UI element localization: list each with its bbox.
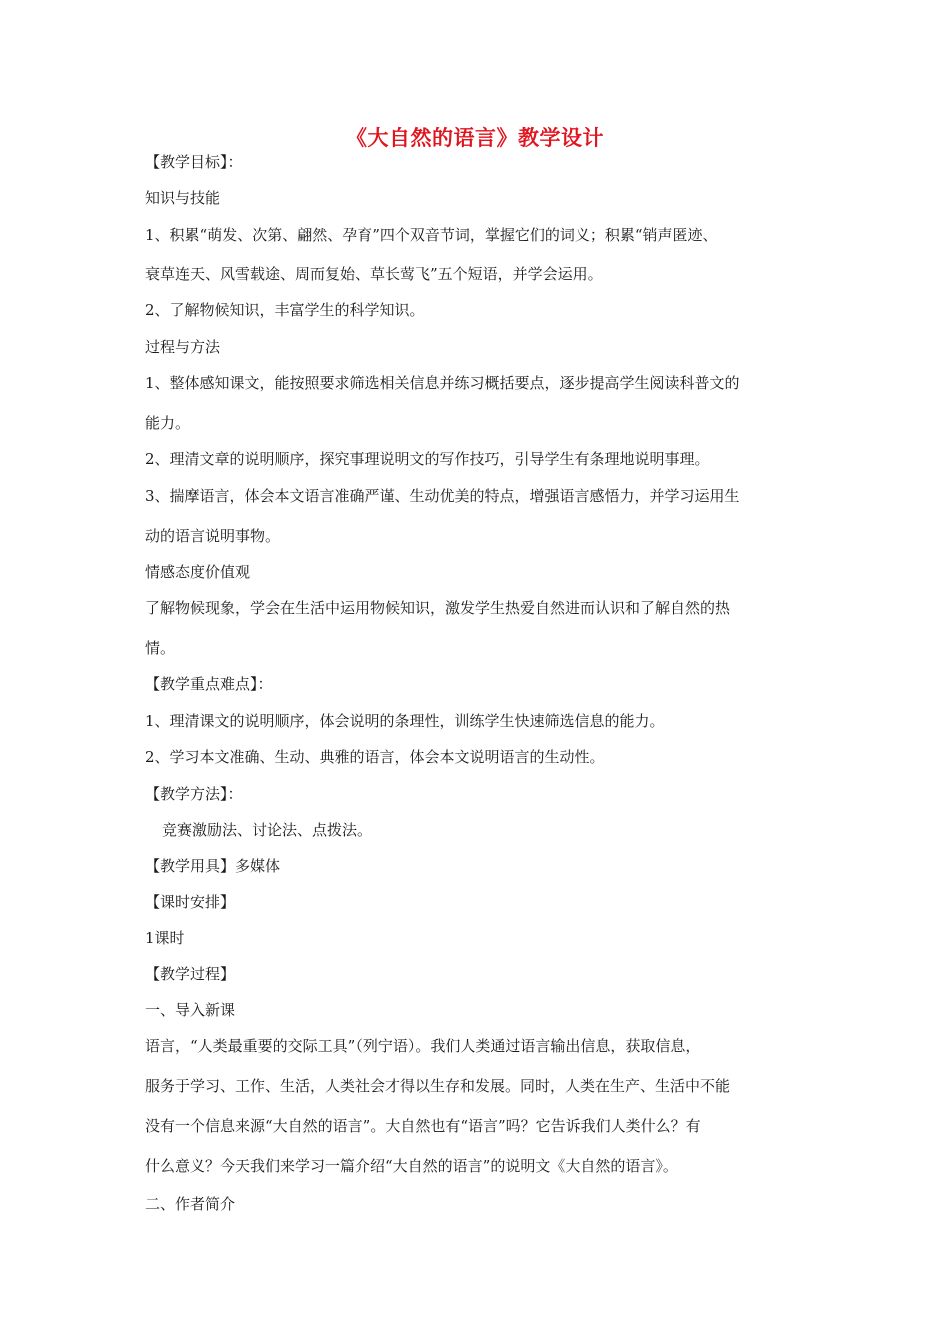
paragraph-line: 2、学习本文准确、生动、典雅的语言，体会本文说明语言的生动性。 (145, 748, 605, 766)
subheading-intro: 一、导入新课 (145, 1001, 236, 1019)
paragraph-line: 2、了解物候知识，丰富学生的科学知识。 (145, 301, 425, 319)
paragraph-line: 没有一个信息来源“大自然的语言”。大自然也有“语言”吗？它告诉我们人类什么？有 (145, 1117, 701, 1135)
paragraph-line: 1、整体感知课文，能按照要求筛选相关信息并练习概括要点，逐步提高学生阅读科普文的 (145, 374, 740, 392)
subheading-process-method: 过程与方法 (145, 338, 221, 356)
paragraph-line: 语言，“人类最重要的交际工具”（列宁语）。我们人类通过语言输出信息，获取信息， (145, 1037, 701, 1055)
section-heading-schedule: 【课时安排】 (145, 893, 236, 911)
paragraph-line: 衰草连天、风雪载途、周而复始、草长莺飞”五个短语，并学会运用。 (145, 265, 603, 283)
paragraph-line: 了解物候现象，学会在生活中运用物候知识，激发学生热爱自然进而认识和了解自然的热 (145, 599, 731, 617)
paragraph-line: 2、理清文章的说明顺序，探究事理说明文的写作技巧，引导学生有条理地说明事理。 (145, 450, 710, 468)
section-heading-key-points: 【教学重点难点】： (145, 675, 273, 693)
paragraph-line: 情。 (145, 639, 176, 657)
section-heading-teaching-method: 【教学方法】： (145, 785, 243, 803)
paragraph-line: 3、揣摩语言，体会本文语言准确严谨、生动优美的特点，增强语言感悟力，并学习运用生 (145, 487, 740, 505)
paragraph-line: 什么意义？今天我们来学习一篇介绍“大自然的语言”的说明文《大自然的语言》。 (145, 1157, 678, 1175)
section-heading-teaching-tools: 【教学用具】多媒体 (145, 857, 281, 875)
section-heading-teaching-goals: 【教学目标】： (145, 153, 243, 171)
paragraph-line: 动的语言说明事物。 (145, 527, 281, 545)
paragraph-line: 1、理清课文的说明顺序，体会说明的条理性，训练学生快速筛选信息的能力。 (145, 712, 665, 730)
subheading-emotion-attitude: 情感态度价值观 (145, 563, 251, 581)
paragraph-line: 竞赛激励法、讨论法、点拨法。 (162, 821, 373, 839)
subheading-author: 二、作者简介 (145, 1195, 236, 1213)
document-title: 《大自然的语言》教学设计 (346, 125, 604, 150)
subheading-knowledge-skills: 知识与技能 (145, 189, 221, 207)
paragraph-line: 能力。 (145, 414, 191, 432)
paragraph-line: 1课时 (145, 929, 185, 947)
paragraph-line: 1、积累“萌发、次第、翩然、孕育”四个双音节词，掌握它们的词义；积累“销声匿迹、 (145, 226, 718, 244)
section-heading-teaching-process: 【教学过程】 (145, 965, 236, 983)
paragraph-line: 服务于学习、工作、生活，人类社会才得以生存和发展。同时，人类在生产、生活中不能 (145, 1077, 731, 1095)
